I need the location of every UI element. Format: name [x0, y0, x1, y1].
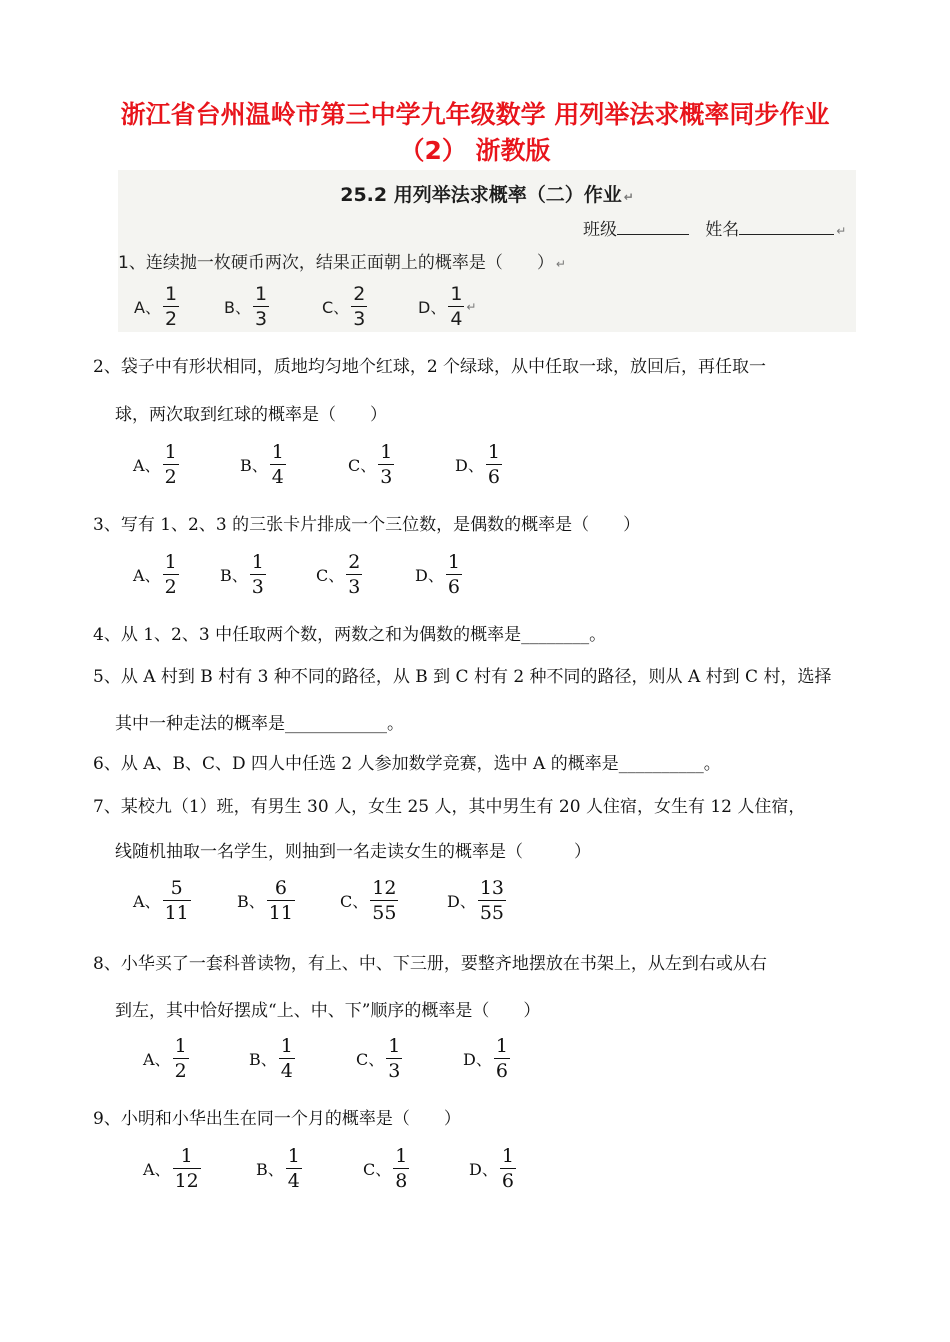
option-c: C、 $\frac{2}{3}$: [316, 551, 361, 598]
option-a: A、 $\frac{1}{2}$: [133, 551, 177, 598]
option-b: B、 $\frac{1}{3}$: [224, 283, 268, 330]
option-a: A、 $\frac{5}{11}$: [133, 877, 189, 924]
option-b: B、 $\frac{1}{3}$: [220, 551, 264, 598]
question-8-line-1: 8、小华买了一套科普读物，有上、中、下三册，要整齐地摆放在书架上，从左到右或从右: [93, 954, 767, 974]
question-8-line-2: 到左，其中恰好摆成“上、中、下”顺序的概率是（ ）: [115, 1001, 541, 1021]
option-d: D、 $\frac{1}{6}$: [455, 441, 500, 488]
question-9: 9、小明和小华出生在同一个月的概率是（ ）: [93, 1109, 461, 1129]
question-7-line-2: 线随机抽取一名学生，则抽到一名走读女生的概率是（ ）: [115, 842, 591, 862]
section-heading: 25.2 用列举法求概率（二）作业 ↵: [340, 184, 634, 206]
question-4: 4、从 1、2、3 中任取两个数，两数之和为偶数的概率是________。: [93, 625, 607, 645]
option-a: A、 $\frac{1}{2}$: [133, 441, 177, 488]
option-b: B、 $\frac{1}{4}$: [256, 1145, 300, 1192]
question-3: 3、写有 1、2、3 的三张卡片排成一个三位数，是偶数的概率是（ ）: [93, 515, 641, 535]
option-c: C、 $\frac{1}{3}$: [348, 441, 393, 488]
name-label: 姓名: [705, 220, 740, 240]
option-c: C、 $\frac{12}{55}$: [340, 877, 397, 924]
question-5-line-1: 5、从 A 村到 B 村有 3 种不同的路径，从 B 到 C 村有 2 种不同的路径，则从 A 村到 C 村，选择: [93, 667, 832, 687]
class-label: 班级: [583, 220, 617, 240]
option-d: D、 $\frac{1}{6}$: [469, 1145, 514, 1192]
page-title: 浙江省台州温岭市第三中学九年级数学 用列举法求概率同步作业: [120, 100, 830, 129]
option-a: A、 $\frac{1}{2}$: [134, 283, 178, 330]
option-d: D、 $\frac{1}{6}$: [463, 1035, 508, 1082]
scanned-header-image: [118, 170, 856, 332]
question-7-line-1: 7、某校九（1）班，有男生 30 人，女生 25 人，其中男生有 20 人住宿，女生有 12 人住宿，: [93, 797, 806, 817]
option-b: B、 $\frac{6}{11}$: [237, 877, 293, 924]
page-subtitle: （2） 浙教版: [399, 136, 551, 165]
option-c: C、 $\frac{2}{3}$: [322, 283, 366, 330]
option-a: A、 $\frac{1}{2}$: [143, 1035, 187, 1082]
option-a: A、 $\frac{1}{12}$: [143, 1145, 199, 1192]
class-name-fields: 班级 姓名 ↵: [583, 220, 847, 240]
option-d: D、 $\frac{1}{4}$ ↵: [418, 283, 477, 330]
question-2-line-1: 2、袋子中有形状相同，质地均匀地个红球，2 个绿球，从中任取一球，放回后，再任取一: [93, 357, 767, 377]
option-c: C、 $\frac{1}{8}$: [363, 1145, 408, 1192]
option-c: C、 $\frac{1}{3}$: [356, 1035, 401, 1082]
question-2-line-2: 球，两次取到红球的概率是（ ）: [115, 405, 387, 425]
question-1: 1、连续抛一枚硬币两次，结果正面朝上的概率是（ ） ↵: [118, 253, 566, 273]
option-b: B、 $\frac{1}{4}$: [240, 441, 284, 488]
option-b: B、 $\frac{1}{4}$: [249, 1035, 293, 1082]
question-6: 6、从 A、B、C、D 四人中任选 2 人参加数学竞赛，选中 A 的概率是__________。: [93, 754, 721, 774]
option-d: D、 $\frac{1}{6}$: [415, 551, 460, 598]
question-5-line-2: 其中一种走法的概率是____________。: [115, 714, 404, 734]
option-d: D、 $\frac{13}{55}$: [447, 877, 505, 924]
